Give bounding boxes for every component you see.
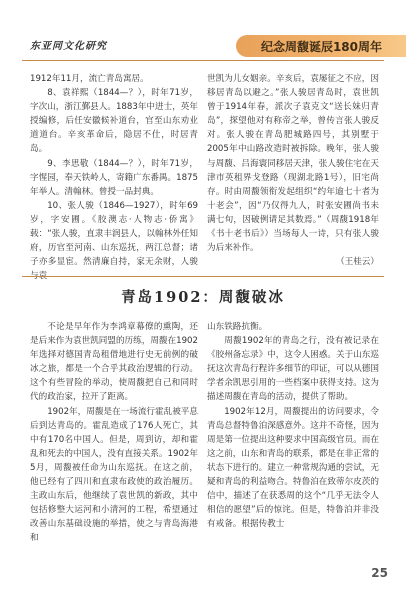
article-title: 青岛1902：周馥破冰	[121, 289, 285, 306]
paragraph: 9、李思敬（1844—？），时年71岁，字惺园，奉天铁岭人，寄籍广东番禺。1875年举人。清翰林。曾授一品封典。	[30, 158, 198, 197]
bottom-right-column	[207, 320, 379, 531]
paragraph: 8、袁祥熙（1844—？），时年71岁，字次山，浙江鄞县人。1883年中进士，英年授编修，后任安徽候补道台，官至山东劝业道道台。辛亥革命后，隐居不仕，时居青岛。	[30, 88, 198, 155]
paragraph: 10、张人骏（1846—1927），时年69岁，字安圃。《胶澳志·人物志·侨寓》载：“张人骏，直隶丰润县人，以翰林外任知府，历官至河南、山东巡抚，两江总督；诸子亦多显宦。然清廉自持，家无余财，人骏与袁	[30, 200, 198, 282]
publication-name: 东亚同文化研究	[30, 41, 107, 52]
anniversary-banner-text: 纪念周馥诞辰180周年	[260, 40, 382, 54]
paragraph: 1902年，周馥是在一场流行霍乱被平息后到达青岛的。霍乱造成了176人死亡，其中有170名中国人。但是，周到访，却和霍乱和死去的中国人，没有直接关系。1902年5月，周馥被任命为山东巡抚。在这之前，他已经有了四川和直隶布政使的政治履历。主政山东后，他继续了袁世凯的新政，其中包括修整大运河和小清河的工程，希望通过改善山东基础设施的举措，使之与青岛海港和	[30, 406, 198, 544]
section-divider	[22, 276, 384, 277]
article-title-band	[22, 276, 384, 314]
paragraph: 不论是早年作为李鸿章幕僚的熏陶，还是后来作为袁世凯同盟的历练，周馥在1902年选择对德国青岛租借地进行史无前例的破冰之旅，都是一个合乎其政治逻辑的行动。这个有些冒险的举动，使周馥把自己和同时代的政治家，拉开了距离。	[30, 322, 198, 403]
page-header	[0, 0, 406, 62]
header-divider	[22, 60, 384, 61]
bottom-left-column	[30, 320, 198, 546]
paragraph: 周馥1902年的青岛之行，没有被记录在《胶州备忘录》中，这令人困惑。关于山东巡抚这次青岛行程许多细节的印证，可以从德国学者余凯思引用的一些档案中获得支持。这为描述周馥在青岛的活动，提供了帮助。	[207, 336, 379, 403]
paragraph: 山东铁路抗衡。	[207, 322, 268, 332]
paragraph: 1902年12月，周馥提出的访问要求，令青岛总督特鲁泊深感意外。这并不奇怪，因为周是第一位提出这种要求中国高级官员。而在这之前，山东和青岛的联系，都是在非正常的状态下进行的。建立一种常规沟通的尝试，无疑和青岛的利益吻合。特鲁泊在致蒂尔皮茨的信中，描述了在获悉周的这个“几乎无法令人相信的愿望”后的惊诧。但是，特鲁泊并非没有戒备。根据传教士	[207, 406, 379, 530]
author-signature: （王桂云）	[336, 257, 379, 268]
top-left-column	[30, 72, 198, 283]
page-number: 25	[371, 566, 388, 580]
paragraph: 世凯为儿女姻亲。辛亥后，袁屡征之不应，因移居青岛以避之。”张人骏居青岛时，袁世凯曾于1914年春，派次子袁克文“送长妹归青岛”，探望他对有称帝之举，曾传言张人骏反对。张人骏在青岛肥城路四号，其别墅于2005年中山路改造时被拆除。晚年，张人骏与周馥、吕海寰同移居天津，张人骏住宅在天津市英租界戈登路（现湖北路1号），旧宅尚存。时由周馥领衔发起组织“约年逾七十者为十老会”，因“乃仅得九人，时张安圃尚书未满七旬，因破例请足其数焉。”（周馥1918年《书十老书后》）当场每人一诗，只有张人骏为后来补作。	[207, 74, 379, 254]
anniversary-banner	[236, 35, 406, 57]
paragraph: 1912年11月，流亡青岛寓居。	[30, 74, 149, 84]
top-right-column	[207, 72, 379, 269]
